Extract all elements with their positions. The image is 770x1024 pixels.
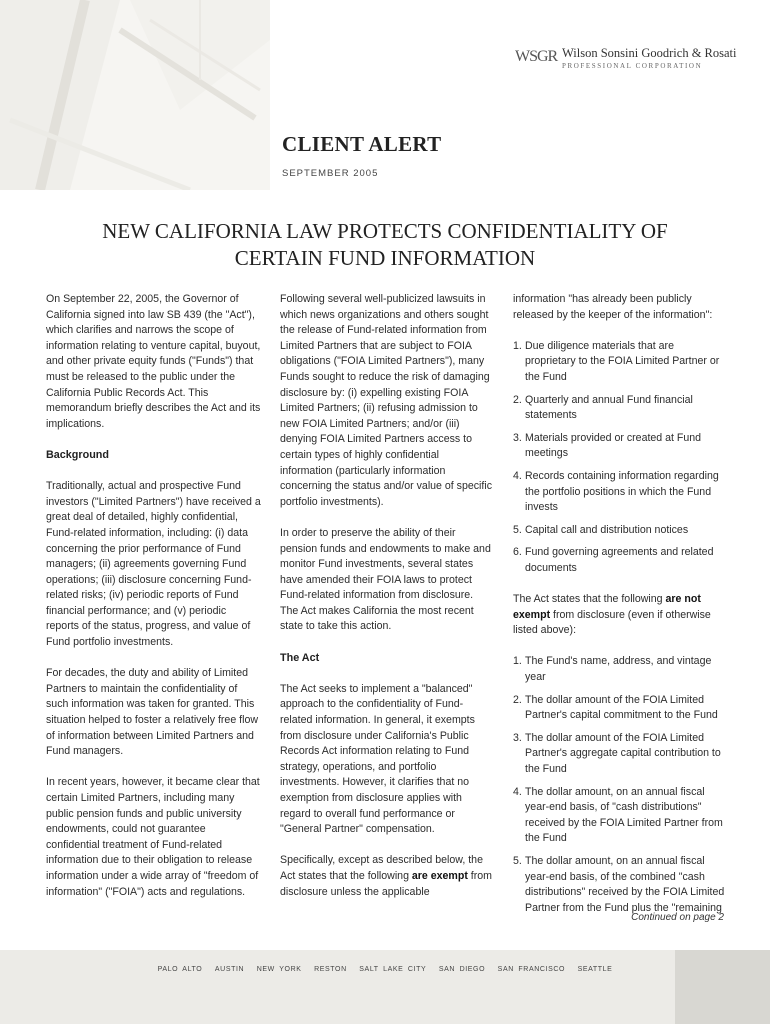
body-paragraph (280, 853, 492, 900)
office-locations (150, 966, 620, 973)
footer-image-block (675, 950, 770, 1024)
text-column-3 (513, 292, 727, 932)
text-run: from disclosure unless the applicable (280, 869, 492, 898)
footer-band (0, 950, 770, 1024)
document-date: SEPTEMBER 2005 (282, 168, 379, 179)
list-number: 2. (513, 693, 522, 706)
list-number: 4. (513, 469, 522, 482)
list-number: 3. (513, 431, 522, 444)
firm-name: Wilson Sonsini Goodrich & Rosati (562, 46, 737, 60)
body-paragraph: The Act seeks to implement a "balanced" approach to the confidentiality of Fund-related information. In general, it exempts from disclosure under California's Public Records Act information relating to Fund strategy, operations, and portfolio investments. However, it clarifies that no exemption from disclosure applies with regard to overall fund performance or "General Partner" compensation. (280, 682, 475, 836)
firm-subtitle: PROFESSIONAL CORPORATION (562, 62, 703, 70)
list-item (513, 545, 727, 576)
list-number: 1. (513, 655, 522, 668)
list-text: Quarterly and annual Fund financial statements (525, 393, 693, 422)
list-number: 3. (513, 731, 522, 744)
list-item (513, 693, 727, 724)
firm-monogram: WSGR (515, 48, 558, 65)
list-item (513, 523, 727, 539)
list-text: The Fund's name, address, and vintage year (525, 655, 712, 684)
office-name: NEW YORK (256, 966, 302, 973)
headline-line: CERTAIN FUND INFORMATION (234, 246, 536, 270)
document-type-title: CLIENT ALERT (282, 132, 442, 156)
office-name: RESTON (314, 966, 347, 973)
article-headline (40, 218, 730, 272)
list-text: The dollar amount of the FOIA Limited Partner's capital commitment to the Fund (525, 693, 718, 722)
list-text: The dollar amount, on an annual fiscal year-end basis, of the combined "cash distributions" received by the FOIA Limited Partner from the Fund plus the "remaining (525, 855, 725, 914)
background-paragraph: For decades, the duty and ability of Limited Partners to maintain the confidentiality of such information was taken for granted. This situation helped to foster a relatively free flow of information between Limited Partners and Fund managers. (46, 667, 258, 758)
headline-line: NEW CALIFORNIA LAW PROTECTS CONFIDENTIALITY OF (102, 219, 668, 243)
list-item (513, 854, 727, 916)
body-paragraph: information "has already been publicly released by the keeper of the information": (513, 293, 713, 321)
list-text: The dollar amount of the FOIA Limited Partner's aggregate capital contribution to the Fund (525, 731, 721, 776)
list-text: Records containing information regarding the portfolio positions in which the Fund invests (525, 469, 719, 514)
the-act-heading: The Act (280, 651, 320, 664)
background-heading: Background (46, 448, 109, 461)
list-item (513, 731, 727, 778)
emphasis-text: are exempt (411, 869, 468, 882)
list-text: The dollar amount, on an annual fiscal year-end basis, of "cash distributions" received by the FOIA Limited Partner from the Fund (525, 785, 723, 845)
office-name: SAN FRANCISCO (497, 966, 566, 973)
text-run: Specifically, except as described below, the Act states that the following (280, 854, 483, 882)
office-name: SEATTLE (577, 966, 613, 973)
not-exempt-list (513, 654, 727, 916)
office-name: AUSTIN (214, 966, 245, 973)
body-paragraph: Following several well-publicized lawsuits in which news organizations and others sought the release of Fund-related information from Limited Partners that are subject to FOIA obligations ("FOIA Limited Partners"), many Funds sought to reduce the risk of damaging disclosure by: (i) expelling existing FOIA Limited Partners; (ii) refusing admission to new FOIA Limited Partners; and/or (iii) denying FOIA Limited Partners access to certain types of highly confidential information (particularly information concerning the status and/or value of specific portfolio investments). (280, 293, 492, 508)
list-text: Capital call and distribution notices (525, 523, 689, 536)
list-number: 1. (513, 339, 522, 352)
continued-note: Continued on page 2 (631, 912, 724, 923)
list-text: Materials provided or created at Fund meetings (525, 431, 702, 460)
exempt-list (513, 339, 727, 577)
list-item (513, 654, 727, 685)
list-text: Due diligence materials that are proprietary to the FOIA Limited Partner or the Fund (525, 339, 720, 383)
background-paragraph: In recent years, however, it became clear that certain Limited Partners, including many public pension funds and public university endowments, could not guarantee confidential treatment of Fund-related information due to their obligation to release information under a wide array of "freedom of information" ("FOIA") acts and regulations. (46, 776, 260, 898)
header-architectural-image (0, 0, 270, 190)
text-run: from disclosure (even if otherwise listed above): (513, 608, 711, 637)
list-number: 5. (513, 523, 522, 536)
text-run: The Act states that the following (513, 593, 666, 606)
list-number: 4. (513, 785, 522, 798)
list-item (513, 339, 727, 386)
list-item (513, 785, 727, 847)
list-item (513, 393, 727, 424)
list-item (513, 469, 727, 516)
body-paragraph (513, 592, 727, 639)
text-column-1 (46, 292, 262, 916)
emphasis-text: are not exempt (513, 593, 701, 621)
text-column-2 (280, 292, 492, 916)
office-name: PALO ALTO (157, 966, 203, 973)
intro-paragraph: On September 22, 2005, the Governor of California signed into law SB 439 (the "Act"), which clarifies and narrows the scope of information relating to venture capital, buyout, and other private equity funds ("Funds") that must be released to the public under the California Public Records Act. This memorandum briefly describes the Act and its implications. (46, 293, 261, 430)
list-item (513, 431, 727, 462)
list-number: 6. (513, 546, 522, 559)
body-paragraph: In order to preserve the ability of their pension funds and endowments to make and monitor Fund investments, several states have amended their FOIA laws to protect Fund-related information from disclosure. The Act makes California the most recent state to take this action. (280, 526, 491, 633)
office-name: SALT LAKE CITY (359, 966, 427, 973)
list-number: 2. (513, 393, 522, 406)
office-name: SAN DIEGO (438, 966, 486, 973)
background-paragraph: Traditionally, actual and prospective Fund investors ("Limited Partners") have received a great deal of detailed, highly confidential, Fund-related information, including: (i) data concerning the prior performance of Fund managers; (ii) agreements governing Fund operations; (iii) disclosure concerning Fund-related risks; (iv) periodic reports of Fund financial performance; and (v) periodic reports of the status, progress, and value of Fund portfolio investments. (46, 480, 261, 649)
list-text: Fund governing agreements and related documents (525, 546, 714, 574)
list-number: 5. (513, 855, 522, 867)
